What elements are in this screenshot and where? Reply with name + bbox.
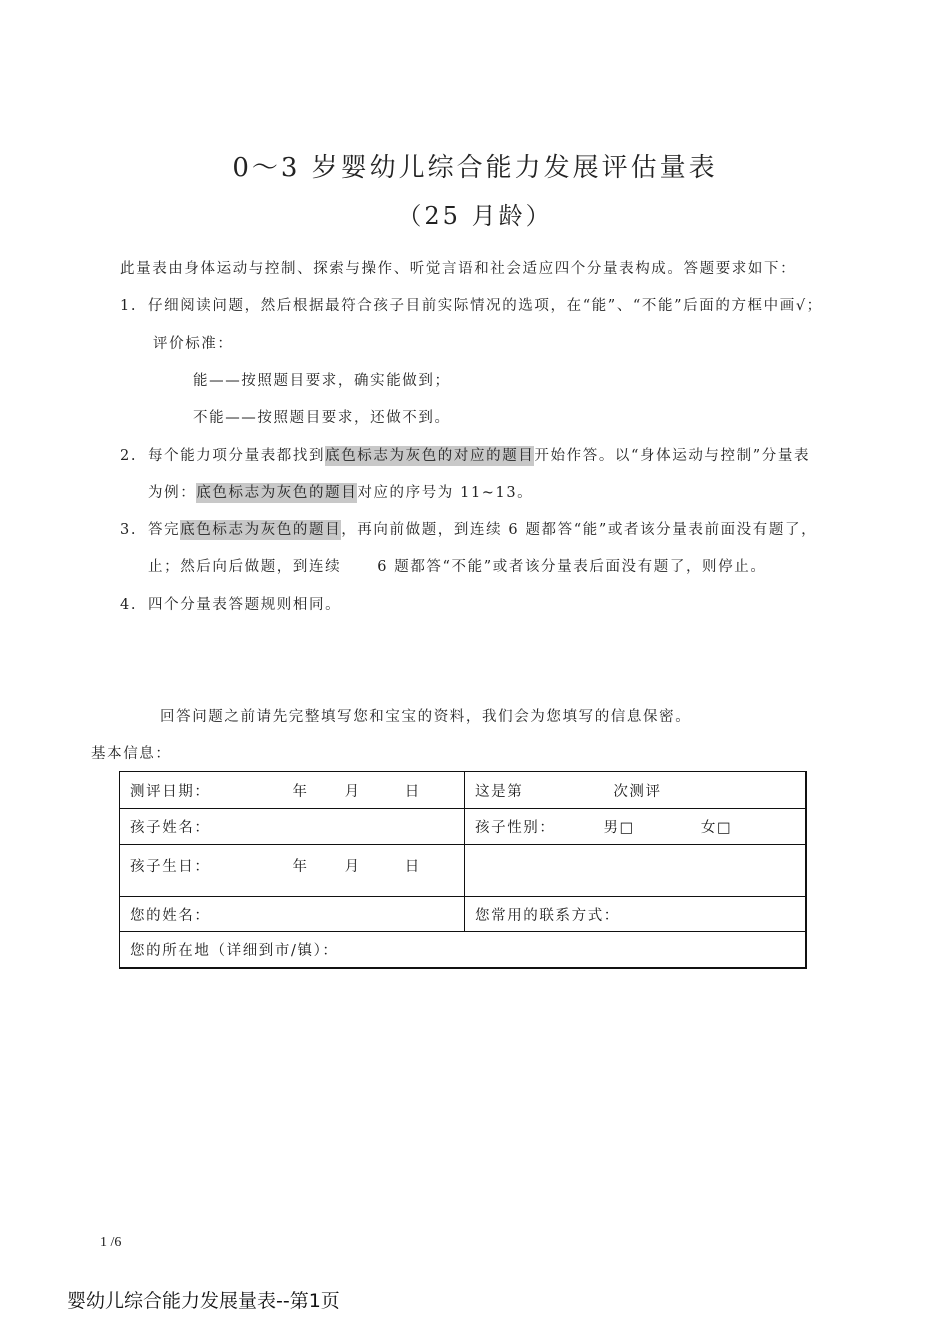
- birthday-month: 月: [344, 859, 361, 875]
- child-gender-label: 孩子性别：: [475, 820, 556, 836]
- child-birthday-label: 孩子生日：: [130, 859, 211, 875]
- instruction-3-text-d: 6 题都答“不能”或者该分量表后面没有题了，则停止。: [377, 559, 767, 575]
- instruction-2-highlight-2: 底色标志为灰色的题目: [196, 485, 358, 501]
- test-count-suffix: 次测评: [613, 783, 662, 800]
- instruction-2-highlight: 底色标志为灰色的对应的题目: [325, 448, 535, 464]
- instruction-3-text-b: ，再向前做题，到连续 6 题都答“能”或者该分量表前面没有题了，: [341, 522, 818, 538]
- basic-info-label: 基本信息：: [91, 746, 172, 762]
- privacy-note: 回答问题之前请先完整填写您和宝宝的资料，我们会为您填写的信息保密。: [160, 709, 692, 725]
- instruction-4-number: 4.: [120, 597, 138, 613]
- test-date-cell[interactable]: [120, 772, 465, 809]
- instruction-2-text-c: 为例：: [148, 485, 197, 501]
- child-birthday-cell[interactable]: [120, 845, 465, 897]
- your-name-cell[interactable]: [120, 897, 465, 932]
- child-name-label: 孩子姓名：: [130, 820, 211, 836]
- instruction-2-cont: [148, 483, 533, 503]
- test-date-month: 月: [344, 783, 361, 800]
- instruction-2-text-d: 对应的序号为 11~13。: [357, 485, 534, 501]
- document-title: 0～3 岁婴幼儿综合能力发展评估量表: [232, 153, 718, 183]
- instruction-2-number: 2.: [120, 448, 138, 464]
- criteria-can: 能——按照题目要求，确实能做到；: [193, 373, 451, 389]
- birthday-day: 日: [404, 859, 421, 875]
- empty-cell: [465, 845, 807, 897]
- criteria-label: 评价标准：: [153, 336, 234, 352]
- contact-cell[interactable]: [465, 897, 807, 932]
- child-gender-cell[interactable]: [465, 809, 807, 845]
- instruction-4: [120, 595, 341, 615]
- instruction-3-highlight: 底色标志为灰色的题目: [180, 522, 342, 538]
- test-date-day: 日: [404, 783, 421, 800]
- document-subtitle: （25 月龄）: [397, 202, 553, 230]
- gender-male-checkbox[interactable]: 男□: [603, 820, 635, 836]
- test-date-year: 年: [292, 783, 309, 800]
- instruction-3-text-a: 答完: [148, 522, 181, 538]
- location-label: 您的所在地（详细到市/镇）：: [130, 942, 339, 959]
- instruction-4-text: 四个分量表答题规则相同。: [148, 597, 342, 613]
- location-cell[interactable]: [120, 932, 807, 968]
- test-date-label: 测评日期：: [130, 783, 211, 800]
- footer-title: 婴幼儿综合能力发展量表--第1页: [67, 1290, 340, 1312]
- child-name-cell[interactable]: [120, 809, 465, 845]
- instruction-3-number: 3.: [120, 522, 138, 538]
- gender-female-checkbox[interactable]: 女□: [700, 820, 733, 836]
- criteria-cannot: 不能——按照题目要求，还做不到。: [193, 410, 451, 426]
- instruction-1-number: 1.: [120, 298, 138, 314]
- instruction-1-text: 仔细阅读问题，然后根据最符合孩子目前实际情况的选项，在“能”、“不能”后面的方框中画√；: [148, 298, 823, 314]
- instruction-3: [120, 520, 817, 540]
- instruction-3-cont: [148, 557, 766, 577]
- page-number: 1 /6: [100, 1235, 122, 1250]
- test-count-prefix: 这是第: [475, 783, 524, 800]
- instruction-2-text-b: 开始作答。以“身体运动与控制”分量表: [534, 448, 811, 464]
- basic-info-form: [119, 771, 807, 969]
- instruction-2: [120, 446, 810, 466]
- test-count-cell[interactable]: [465, 772, 807, 809]
- your-name-label: 您的姓名：: [130, 907, 211, 924]
- instruction-3-text-c: 止；然后向后做题，到连续: [148, 559, 342, 575]
- instruction-2-text-a: 每个能力项分量表都找到: [148, 448, 326, 464]
- contact-label: 您常用的联系方式：: [475, 907, 620, 924]
- birthday-year: 年: [292, 859, 309, 875]
- intro-text: 此量表由身体运动与控制、探索与操作、听觉言语和社会适应四个分量表构成。答题要求如下：: [120, 261, 797, 277]
- instruction-1: [120, 296, 823, 316]
